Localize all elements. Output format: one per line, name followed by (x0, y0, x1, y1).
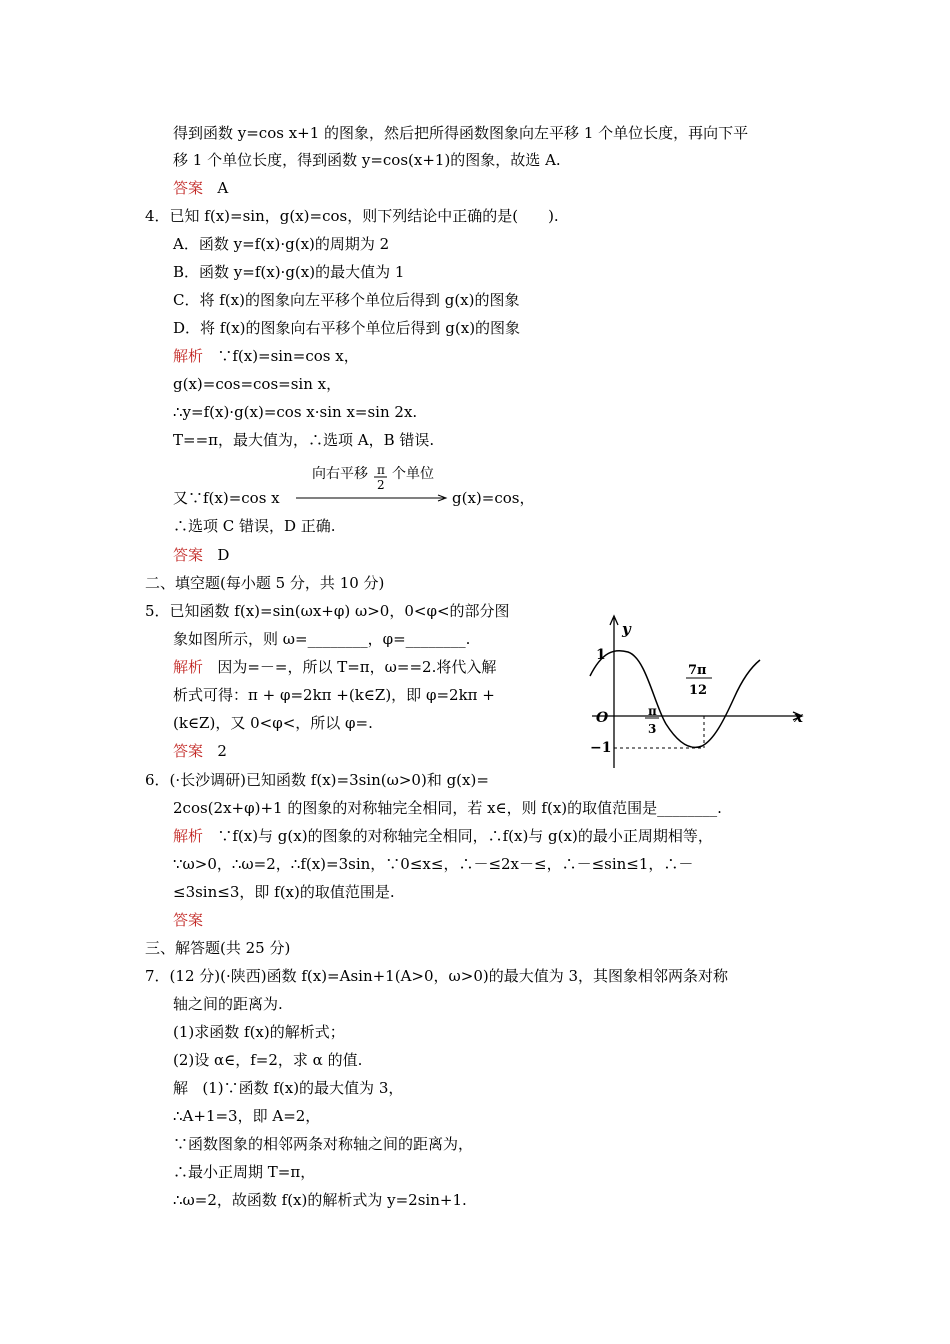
analysis-line (173, 657, 496, 677)
tick-label-1: 1 (596, 647, 606, 663)
analysis-line: g(x)=cos， (452, 489, 535, 507)
analysis-line: g(x)=cos=cos=sin x， (173, 375, 342, 393)
analysis-line (173, 826, 713, 846)
question-7-part-2: (2)设 α∈，f=2，求 α 的值. (173, 1051, 363, 1069)
question-5-stem: 5．已知函数 f(x)=sin(ωx+φ) ω>0，0<φ<的部分图 (145, 602, 510, 620)
option-c: C．将 f(x)的图象向左平移个单位后得到 g(x)的图象 (173, 291, 520, 309)
answer-value: D (217, 546, 230, 564)
analysis-label: 解析 (173, 347, 204, 365)
question-4-stem: 4．已知 f(x)=sin，g(x)=cos，则下列结论中正确的是( ). (145, 207, 559, 225)
tick-pi-3-num: π (648, 704, 657, 718)
option-b: B．函数 y=f(x)·g(x)的最大值为 1 (173, 263, 405, 281)
analysis-line: (k∈Z)，又 0<φ<，所以 φ=. (173, 714, 373, 732)
solution-line: ∴A+1=3，即 A=2， (173, 1107, 321, 1125)
solution-line: ∴最小正周期 T=π， (173, 1163, 316, 1181)
analysis-label: 解析 (173, 658, 204, 676)
solution-line: ∵函数图象的相邻两条对称轴之间的距离为， (173, 1135, 474, 1153)
sine-curve (590, 651, 760, 748)
analysis-line: T==π，最大值为，∴选项 A，B 错误. (173, 431, 435, 449)
tick-7pi-12-den: 12 (689, 683, 708, 698)
answer-value: 2 (217, 742, 227, 760)
answer-label: 答案 (173, 179, 204, 197)
analysis-text: 因为=－=，所以 T=π，ω==2.将代入解 (217, 658, 497, 676)
analysis-line (173, 346, 359, 366)
analysis-line: ∴y=f(x)·g(x)=cos x·sin x=sin 2x. (173, 403, 418, 421)
answer-value: A (217, 179, 229, 197)
question-7-part-1: (1)求函数 f(x)的解析式； (173, 1023, 345, 1041)
origin-label: O (596, 710, 609, 726)
analysis-line: ∴选项 C 错误，D 正确. (173, 517, 336, 535)
question-7-stem: 轴之间的距离为. (173, 995, 283, 1013)
question-5-stem: 象如图所示，则 ω=________，φ=________. (173, 630, 471, 648)
shift-arrow-graphic (290, 462, 450, 506)
tick-7pi-12-num: 7π (688, 663, 707, 678)
analysis-line: ∵ω>0，∴ω=2，∴f(x)=3sin，∵0≤x≤，∴－≤2x－≤，∴－≤sin≤1，∴－ (173, 855, 694, 873)
y-axis-label: y (622, 620, 631, 638)
arrow-den: 2 (377, 478, 385, 492)
analysis-line: ≤3sin≤3，即 f(x)的取值范围是. (173, 883, 395, 901)
arrow-text: 向右平移 (312, 466, 368, 482)
text-line: 移 1 个单位长度，得到函数 y=cos(x+1)的图象，故选 A. (173, 151, 561, 169)
tick-label-minus-1: −1 (590, 740, 612, 756)
solution-line: ∴ω=2，故函数 f(x)的解析式为 y=2sin+1. (173, 1191, 467, 1209)
solution-text: (1)∵函数 f(x)的最大值为 3， (202, 1079, 404, 1097)
x-axis-label: x (794, 708, 803, 726)
sine-graph-figure (588, 612, 820, 772)
analysis-line: 又∵f(x)=cos x (173, 489, 280, 507)
answer-line (173, 545, 229, 565)
answer-label: 答案 (173, 742, 204, 760)
option-a: A．函数 y=f(x)·g(x)的周期为 2 (173, 235, 390, 253)
answer-label: 答案 (173, 546, 204, 564)
solution-line (173, 1078, 403, 1098)
answer-line (173, 741, 227, 761)
shift-arrow (290, 462, 450, 506)
question-6-stem: 6．(·长沙调研)已知函数 f(x)=3sin(ω>0)和 g(x)= (145, 771, 489, 789)
analysis-label: 解析 (173, 827, 204, 845)
section-heading: 二、填空题(每小题 5 分，共 10 分) (145, 574, 385, 592)
analysis-line: 析式可得：π + φ=2kπ +(k∈Z)，即 φ=2kπ + (173, 686, 495, 704)
arrow-num: π (377, 463, 385, 477)
question-6-stem: 2cos(2x+φ)+1 的图象的对称轴完全相同，若 x∈，则 f(x)的取值范围是________. (173, 799, 722, 817)
tick-pi-3-den: 3 (648, 722, 657, 736)
analysis-text: ∵f(x)与 g(x)的图象的对称轴完全相同，∴f(x)与 g(x)的最小正周期相等， (217, 827, 713, 845)
section-heading: 三、解答题(共 25 分) (145, 939, 291, 957)
question-7-stem: 7．(12 分)(·陕西)函数 f(x)=Asin+1(A>0，ω>0)的最大值为 3，其图象相邻两条对称 (145, 967, 729, 985)
text-line: 得到函数 y=cos x+1 的图象，然后把所得函数图象向左平移 1 个单位长度，再向下平 (173, 124, 749, 142)
solution-label: 解 (173, 1079, 189, 1097)
sine-graph (588, 612, 820, 772)
arrow-unit: 个单位 (392, 466, 434, 482)
answer-line (173, 178, 228, 198)
option-d: D．将 f(x)的图象向右平移个单位后得到 g(x)的图象 (173, 319, 521, 337)
analysis-text: ∵f(x)=sin=cos x， (217, 347, 359, 365)
answer-label: 答案 (173, 911, 204, 929)
